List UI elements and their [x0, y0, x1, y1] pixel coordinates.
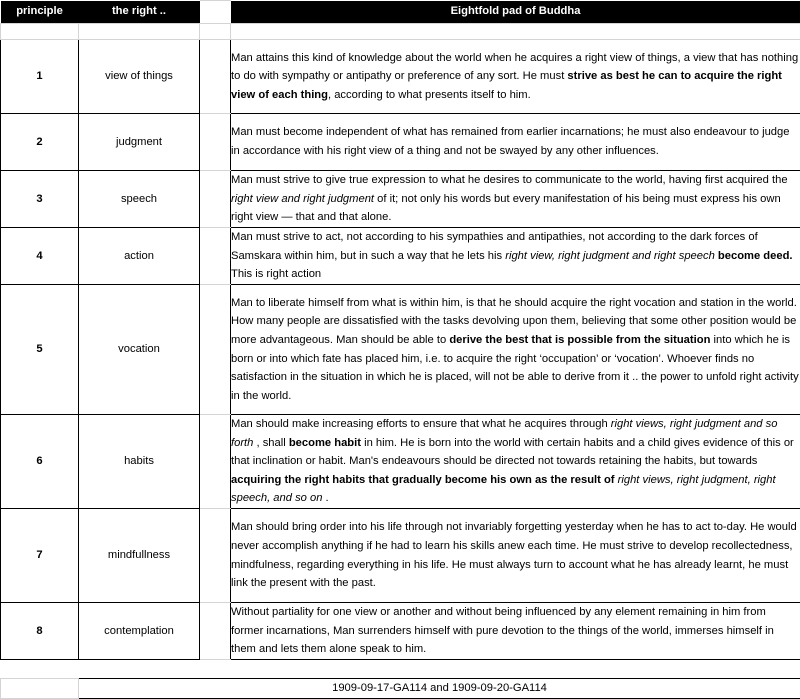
- description-segment: strive as best he can to acquire the right view of each thing: [231, 70, 782, 101]
- description-segment: Without partiality for one view or another and without being influenced by any element remaining in him from former incarnations, Man surrenders himself with pure devotion to the things of the world, immerses himself in them and lets them alone speak to him.: [231, 606, 774, 655]
- principle-name: habits: [79, 415, 200, 509]
- principle-number: 3: [1, 171, 79, 228]
- principle-row: [1, 228, 800, 285]
- principle-description: [231, 285, 800, 415]
- spacer-cell: [79, 24, 200, 40]
- principle-row: [1, 603, 800, 660]
- principle-number: 1: [1, 40, 79, 114]
- description-segment: become habit: [289, 437, 361, 449]
- principle-name: mindfullness: [79, 509, 200, 603]
- description-segment: Man must become independent of what has remained from earlier incarnations; he must also endeavour to judge in accordance with his right view of a thing and not be swayed by any other influences.: [231, 126, 789, 157]
- description-segment: .: [322, 492, 328, 504]
- principle-row: [1, 509, 800, 603]
- description-segment: acquiring the right habits that gradually become his own as the result of: [231, 474, 615, 486]
- description-segment: Man must strive to give true expression to what he desires to communicate to the world, having first acquired the: [231, 174, 788, 186]
- principle-description: [231, 509, 800, 603]
- header-row: [1, 1, 800, 24]
- footer-row: [1, 679, 800, 699]
- description-segment: become deed.: [715, 250, 793, 262]
- description-segment: right view and right judgment: [231, 193, 374, 205]
- footer-blank: [1, 679, 79, 699]
- principle-row: [1, 171, 800, 228]
- principle-description: [231, 171, 800, 228]
- gap-cell: [200, 509, 231, 603]
- principle-description: [231, 228, 800, 285]
- header-gap: [200, 1, 231, 24]
- principle-name: contemplation: [79, 603, 200, 660]
- description-segment: This is right action: [231, 268, 321, 280]
- gap-cell: [200, 285, 231, 415]
- description-segment: into which he is born or into which fate has placed him, i.e. to acquire the right ‘occupation’ or ‘vocation’. Whoever finds no satisfaction in the situation in which he is placed, will not be able to derive from it .. the power to unfold right activity in the world.: [231, 334, 799, 402]
- footer-table: [0, 678, 800, 699]
- principle-description: [231, 114, 800, 171]
- description-segment: in him. He is born into the world with certain habits and a child gives evidence of this or that inclination or habit. Man's endeavours should be directed not towards retaining the habits, but towards: [231, 437, 794, 468]
- gap-cell: [200, 171, 231, 228]
- principle-number: 6: [1, 415, 79, 509]
- principle-description: [231, 415, 800, 509]
- description-segment: , according to what presents itself to him.: [328, 89, 531, 101]
- principle-name: vocation: [79, 285, 200, 415]
- principle-number: 4: [1, 228, 79, 285]
- principle-description: [231, 40, 800, 114]
- gap-cell: [200, 228, 231, 285]
- gap-cell: [200, 603, 231, 660]
- principle-number: 2: [1, 114, 79, 171]
- spacer-cell: [1, 24, 79, 40]
- header-the-right: the right ..: [79, 1, 200, 24]
- header-principle: principle: [1, 1, 79, 24]
- principle-description: [231, 603, 800, 660]
- principle-number: 8: [1, 603, 79, 660]
- spacer-cell: [200, 24, 231, 40]
- principle-name: view of things: [79, 40, 200, 114]
- header-title: Eightfold pad of Buddha: [231, 1, 800, 24]
- description-segment: right views, right judgment and so forth: [231, 418, 777, 449]
- description-segment: derive the best that is possible from the situation: [449, 334, 710, 346]
- principle-number: 5: [1, 285, 79, 415]
- description-segment: Man should bring order into his life through not invariably forgetting yesterday when he has to act to-day. He would never accomplish anything if he had to learn his skills anew each time. He must strive to develop recollectedness, mindfulness, regarding everything in his life. He must always turn to account what he has already learnt, he must link the present with the past.: [231, 521, 797, 589]
- description-segment: Man to liberate himself from what is within him, is that he should acquire the right vocation and station in the world. How many people are dissatisfied with the tasks devolving upon them, believing that some other position would be more advantageous. Man should be able to: [231, 297, 797, 346]
- principle-row: [1, 40, 800, 114]
- spacer-cell: [231, 24, 800, 40]
- spacer-row: [1, 24, 800, 40]
- principle-number: 7: [1, 509, 79, 603]
- principle-row: [1, 114, 800, 171]
- principle-row: [1, 285, 800, 415]
- principle-name: judgment: [79, 114, 200, 171]
- gap-cell: [200, 415, 231, 509]
- description-segment: , shall: [253, 437, 288, 449]
- principle-name: action: [79, 228, 200, 285]
- principle-row: [1, 415, 800, 509]
- description-segment: Man attains this kind of knowledge about the world when he acquires a right view of things, a view that has nothing to do with sympathy or antipathy or preference of any sort. He must: [231, 52, 798, 83]
- description-segment: right view, right judgment and right speech: [505, 250, 715, 262]
- description-segment: Man must strive to act, not according to his sympathies and antipathies, not according to the dark forces of Samskara within him, but in such a way that he lets his: [231, 231, 758, 262]
- gap-cell: [200, 114, 231, 171]
- gap-cell: [200, 40, 231, 114]
- description-segment: Man should make increasing efforts to ensure that what he acquires through: [231, 418, 611, 430]
- description-segment: right views, right judgment, right speech, and so on: [231, 474, 776, 505]
- principle-name: speech: [79, 171, 200, 228]
- description-segment: of it; not only his words but every manifestation of his being must express his own right view — that and that alone.: [231, 193, 781, 224]
- footer-source: 1909-09-17-GA114 and 1909-09-20-GA114: [79, 679, 800, 699]
